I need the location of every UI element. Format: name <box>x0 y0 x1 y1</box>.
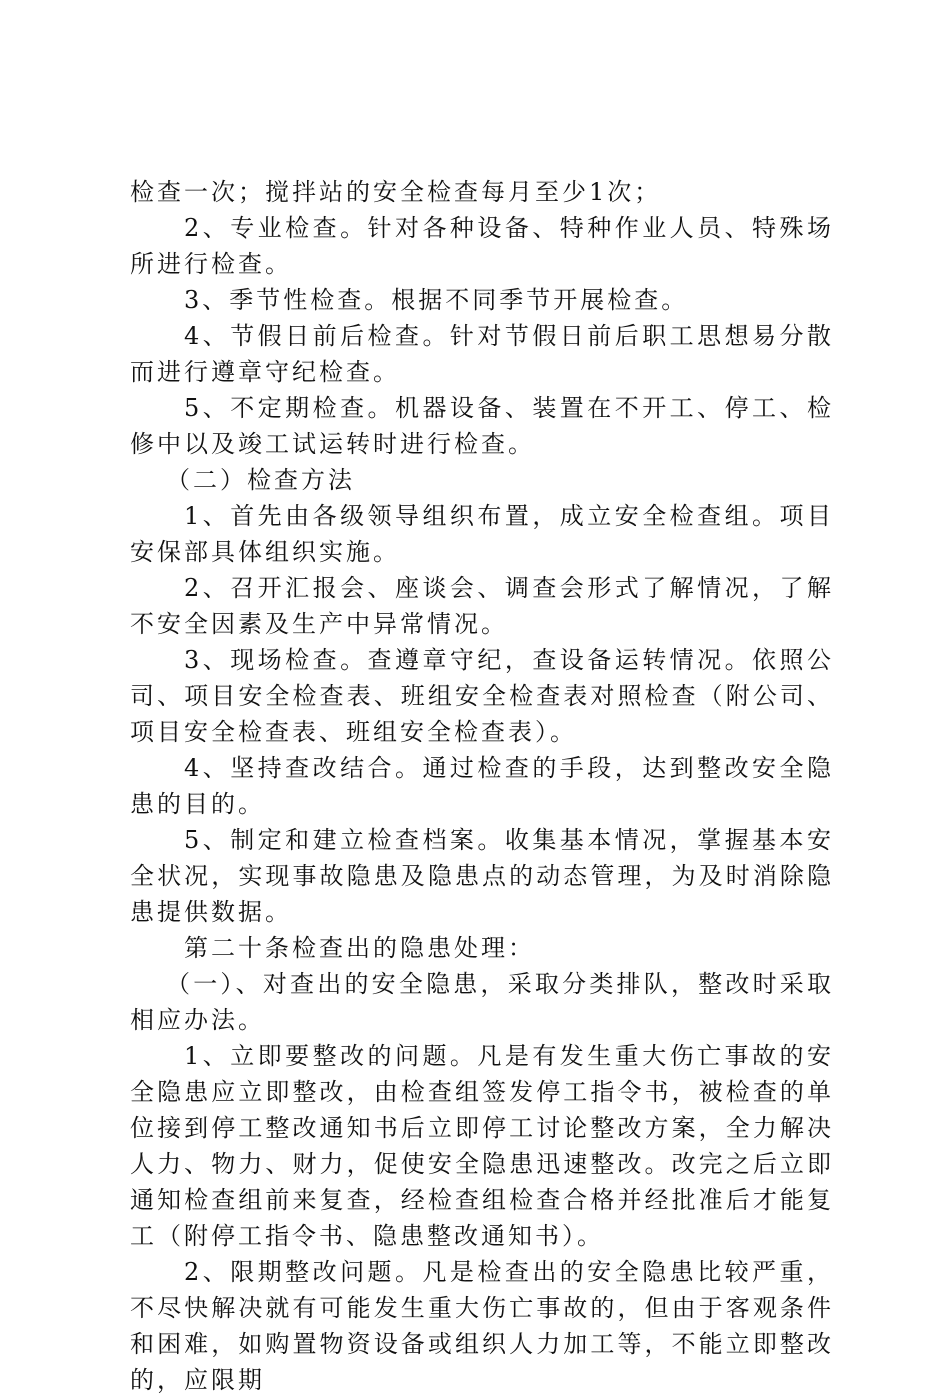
paragraph-holiday-inspection: 4、节假日前后检查。针对节假日前后职工思想易分散而进行遵章守纪检查。 <box>130 322 834 386</box>
paragraph-continuation: 检查一次；搅拌站的安全检查每月至少1次； <box>130 178 662 206</box>
paragraph-method-3: 3、现场检查。查遵章守纪，查设备运转情况。依照公司、项目安全检查表、班组安全检查表对照检查（附公司、项目安全检查表、班组安全检查表）。 <box>130 646 834 746</box>
document-body <box>130 174 834 1398</box>
paragraph-method-5: 5、制定和建立检查档案。收集基本情况，掌握基本安全状况，实现事故隐患及隐患点的动态管理，为及时消除隐患提供数据。 <box>130 826 834 926</box>
paragraph-method-1: 1、首先由各级领导组织布置，成立安全检查组。项目安保部具体组织实施。 <box>130 502 834 566</box>
paragraph-special-inspection: 2、专业检查。针对各种设备、特种作业人员、特殊场所进行检查。 <box>130 214 834 278</box>
paragraph-immediate-rectification: 1、立即要整改的问题。凡是有发生重大伤亡事故的安全隐患应立即整改，由检查组签发停工指令书，被检查的单位接到停工整改通知书后立即停工讨论整改方案，全力解决人力、物力、财力，促使安全隐患迅速整改。改完之后立即通知检查组前来复查，经检查组检查合格并经批准后才能复工（附停工指令书、隐患整改通知书）。 <box>130 1042 834 1250</box>
paragraph-method-4: 4、坚持查改结合。通过检查的手段，达到整改安全隐患的目的。 <box>130 754 834 818</box>
paragraph-irregular-inspection: 5、不定期检查。机器设备、装置在不开工、停工、检修中以及竣工试运转时进行检查。 <box>130 394 834 458</box>
article-heading-article-20: 第二十条检查出的隐患处理： <box>184 934 535 962</box>
paragraph-method-2: 2、召开汇报会、座谈会、调查会形式了解情况，了解不安全因素及生产中异常情况。 <box>130 574 834 638</box>
paragraph-seasonal-inspection: 3、季节性检查。根据不同季节开展检查。 <box>184 286 689 314</box>
section-heading-inspection-methods: （二）检查方法 <box>166 466 355 494</box>
paragraph-hazard-classification: （一）、对查出的安全隐患，采取分类排队，整改时采取相应办法。 <box>130 970 834 1034</box>
paragraph-deadline-rectification: 2、限期整改问题。凡是检查出的安全隐患比较严重，不尽快解决就有可能发生重大伤亡事故的，但由于客观条件和困难，如购置物资设备或组织人力加工等，不能立即整改的，应限期 <box>130 1258 834 1394</box>
